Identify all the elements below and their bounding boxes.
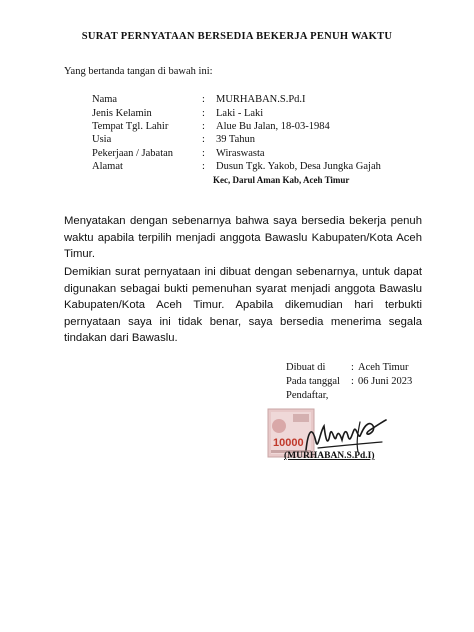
place-label: Dibuat di (286, 362, 326, 373)
field-label: Alamat (92, 161, 123, 172)
signer-name: (MURHABAN.S.Pd.I) (284, 451, 375, 461)
date-row (286, 376, 413, 387)
field-separator: : (202, 134, 205, 145)
field-value: 39 Tahun (216, 134, 256, 145)
field-value: Dusun Tgk. Yakob, Desa Jungka Gajah (216, 161, 381, 172)
field-separator: : (202, 161, 205, 172)
statement-paragraph: Menyatakan dengan sebenarnya bahwa saya bersedia bekerja penuh waktu apabila terpilih menjadi anggota Bawaslu Kabupaten/Kota Aceh Timur. (64, 215, 422, 260)
field-value: Alue Bu Jalan, 18-03-1984 (216, 121, 330, 132)
place-row (286, 362, 409, 373)
field-separator: : (202, 94, 205, 105)
address-line-2: Kec, Darul Aman Kab, Aceh Timur (213, 175, 350, 185)
svg-text:10000: 10000 (273, 437, 304, 449)
field-value: MURHABAN.S.Pd.I (216, 94, 306, 105)
field-separator: : (202, 108, 205, 119)
field-value: Laki - Laki (216, 108, 264, 119)
field-label: Jenis Kelamin (92, 108, 152, 119)
closing-paragraph: Demikian surat pernyataan ini dibuat dengan sebenarnya, untuk dapat digunakan sebagai bukti pemenuhan syarat menjadi anggota Bawaslu Kabupaten/Kota Aceh Timur. Apabila dikemudian hari terbukti pernyataan saya ini tidak benar, saya bersedia menerima segala tindakan dari Bawaslu. (64, 266, 422, 344)
field-label: Nama (92, 94, 118, 105)
field-value: Wiraswasta (216, 148, 265, 159)
date-value: 06 Juni 2023 (358, 376, 413, 387)
registrant-label: Pendaftar, (286, 390, 329, 401)
field-label: Usia (92, 134, 112, 145)
field-separator: : (202, 148, 205, 159)
field-label: Pekerjaan / Jabatan (92, 148, 174, 159)
place-value: Aceh Timur (358, 362, 409, 373)
place-separator: : (351, 362, 354, 373)
date-separator: : (351, 376, 354, 387)
intro-text: Yang bertanda tangan di bawah ini: (64, 66, 213, 77)
document-title: SURAT PERNYATAAN BERSEDIA BEKERJA PENUH WAKTU (81, 31, 393, 42)
field-separator: : (202, 121, 205, 132)
field-label: Tempat Tgl. Lahir (92, 121, 169, 132)
date-label: Pada tanggal (286, 376, 340, 387)
